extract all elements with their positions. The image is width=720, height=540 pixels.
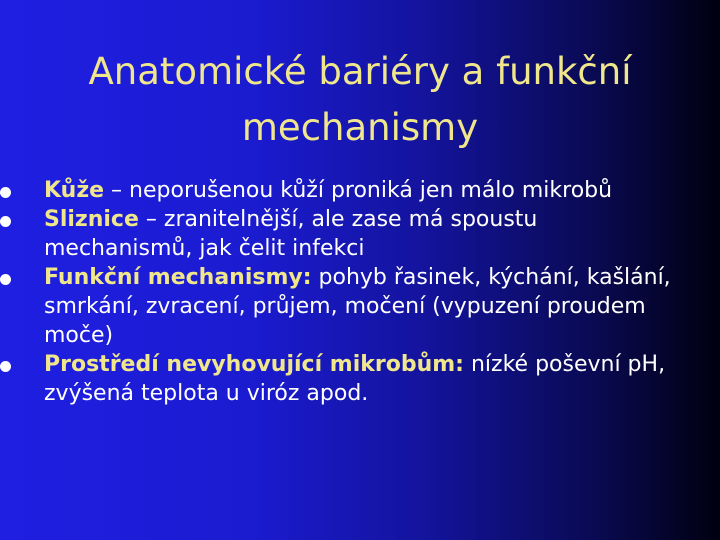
bullet-item-kuze bbox=[0, 176, 720, 205]
bullet-text: – neporušenou kůží proniká jen málo mikrobů bbox=[104, 178, 613, 203]
bullet-dot-icon bbox=[0, 274, 11, 285]
bullet-dot-icon bbox=[0, 216, 11, 227]
bullet-term: Funkční mechanismy: bbox=[44, 265, 312, 290]
bullet-dot-icon bbox=[0, 187, 11, 198]
bullet-text: pohyb řasinek, kýchání, kašlání, smrkání, zvracení, průjem, močení (vypuzení proudem moče) bbox=[44, 265, 671, 348]
bullet-term: Sliznice bbox=[44, 207, 139, 232]
bullet-list bbox=[0, 176, 720, 408]
bullet-item-prostredi bbox=[0, 350, 720, 408]
bullet-text: – zranitelnější, ale zase má spoustu mechanismů, jak čelit infekci bbox=[44, 207, 538, 261]
bullet-term: Kůže bbox=[44, 178, 105, 203]
bullet-item-sliznice bbox=[0, 205, 720, 263]
bullet-dot-icon bbox=[0, 361, 11, 372]
slide-title: Anatomické bariéry a funkční mechanismy bbox=[88, 50, 632, 149]
bullet-item-funkcni-mechanismy bbox=[0, 263, 720, 350]
bullet-text: nízké poševní pH, zvýšená teplota u viróz apod. bbox=[44, 352, 666, 406]
bullet-term: Prostředí nevyhovující mikrobům: bbox=[44, 352, 464, 377]
